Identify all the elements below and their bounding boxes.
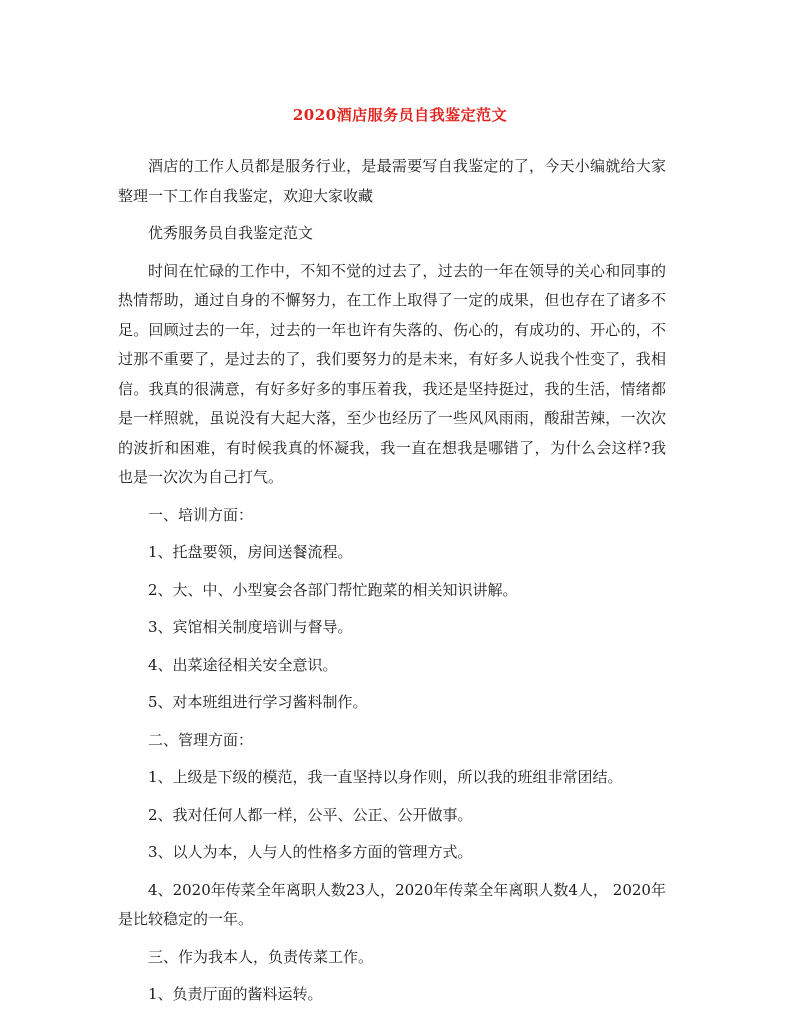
list-item: 1、托盘要领，房间送餐流程。 <box>148 543 353 561</box>
list-item: 3、宾馆相关制度培训与督导。 <box>148 618 353 636</box>
paragraph-intro: 酒店的工作人员都是服务行业，是最需要写自我鉴定的了，今天小编就给大家整理一下工作自我鉴定，欢迎大家收藏 <box>118 157 666 205</box>
paragraph-summary: 时间在忙碌的工作中，不知不觉的过去了，过去的一年在领导的关心和同事的热情帮助，通过自身的不懈努力，在工作上取得了一定的成果，但也存在了诸多不足。回顾过去的一年，过去的一年也许有失落的、伤心的，有成功的、开心的，不过那不重要了，是过去的了，我们要努力的是未来，有好多人说我个性变了，我相信。我真的很满意，有好多好多的事压着我，我还是坚持挺过，我的生活，情绪都是一样照就，虽说没有大起大落，至少也经历了一些风风雨雨，酸甜苦辣，一次次的波折和困难，有时候我真的怀凝我，我一直在想我是哪错了，为什么会这样?我也是一次次为自己打气。 <box>118 261 666 486</box>
section-heading-management: 二、管理方面： <box>148 730 254 749</box>
list-item: 2、我对任何人都一样，公平、公正、公开做事。 <box>148 805 473 824</box>
list-item: 2、大、中、小型宴会各部门帮忙跑菜的相关知识讲解。 <box>148 580 518 599</box>
list-item: 4、2020年传菜全年离职人数23人，2020年传菜全年离职人数4人， 2020年是比较稳定的一年。 <box>118 880 666 928</box>
document-body <box>118 152 666 1010</box>
section-heading-training: 一、培训方面： <box>148 505 254 524</box>
list-item: 4、出菜途径相关安全意识。 <box>148 655 338 674</box>
list-item: 1、负责厅面的酱料运转。 <box>148 985 323 1003</box>
paragraph-subtitle: 优秀服务员自我鉴定范文 <box>148 224 314 242</box>
section-heading-personal: 三、作为我本人，负责传菜工作。 <box>148 947 374 966</box>
document-title: 2020酒店服务员自我鉴定范文 <box>292 106 508 124</box>
list-item: 1、上级是下级的模范，我一直坚持以身作则，所以我的班组非常团结。 <box>148 768 623 786</box>
list-item: 5、对本班组进行学习酱料制作。 <box>148 693 368 711</box>
list-item: 3、以人为本，人与人的性格多方面的管理方式。 <box>148 843 473 861</box>
